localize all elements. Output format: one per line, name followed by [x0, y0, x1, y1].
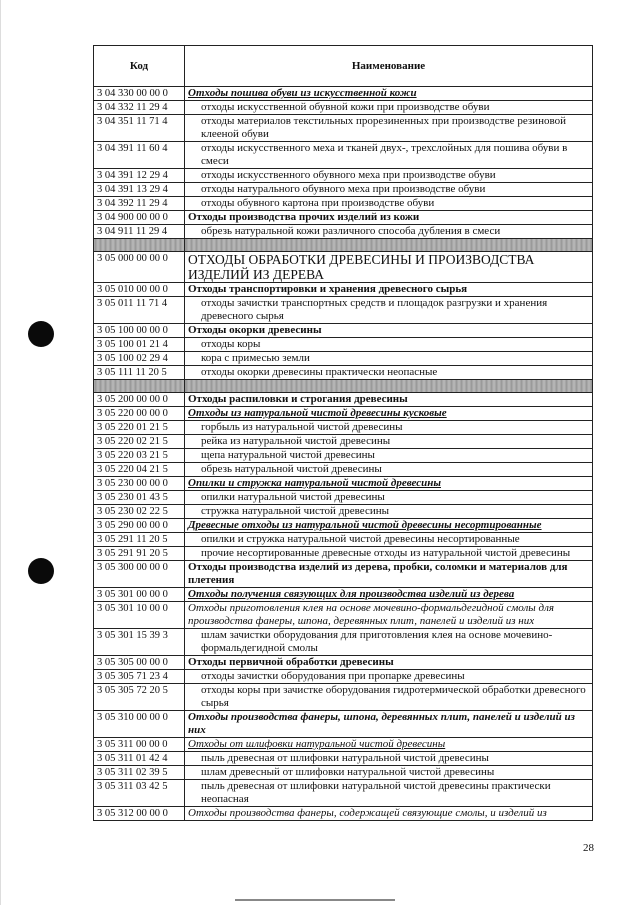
code-cell — [94, 380, 185, 393]
code-cell: 3 05 000 00 00 0 — [94, 252, 185, 283]
code-cell: 3 05 230 01 43 5 — [94, 491, 185, 505]
name-cell: отходы зачистки оборудования при пропарке древесины — [185, 670, 593, 684]
name-cell: Отходы окорки древесины — [185, 324, 593, 338]
name-cell: отходы искусственного обувного меха при производстве обуви — [185, 169, 593, 183]
name-cell: прочие несортированные древесные отходы из натуральной чистой древесины — [185, 547, 593, 561]
code-cell: 3 04 391 13 29 4 — [94, 183, 185, 197]
name-cell: Отходы пошива обуви из искусственной кожи — [185, 87, 593, 101]
page-edge — [0, 0, 1, 905]
code-cell: 3 04 900 00 00 0 — [94, 211, 185, 225]
table-row — [94, 421, 593, 435]
table-row — [94, 766, 593, 780]
name-cell: отходы материалов текстильных прорезиненных при производстве резиновой клееной обуви — [185, 115, 593, 142]
table-row — [94, 807, 593, 821]
table-row — [94, 449, 593, 463]
table-row — [94, 533, 593, 547]
table-row — [94, 752, 593, 766]
name-cell: щепа натуральной чистой древесины — [185, 449, 593, 463]
table-row — [94, 588, 593, 602]
table-header-row — [94, 46, 593, 87]
code-cell: 3 05 301 10 00 0 — [94, 602, 185, 629]
code-cell: 3 04 911 11 29 4 — [94, 225, 185, 239]
code-cell: 3 05 220 04 21 5 — [94, 463, 185, 477]
name-cell: шлам зачистки оборудования для приготовления клея на основе мочевино-формальдегидной смолы — [185, 629, 593, 656]
table-row — [94, 629, 593, 656]
name-cell: Отходы производства фанеры, шпона, деревянных плит, панелей и изделий из них — [185, 711, 593, 738]
name-cell: отходы обувного картона при производстве обуви — [185, 197, 593, 211]
name-cell: Отходы производства прочих изделий из кожи — [185, 211, 593, 225]
scan-edge-line — [235, 899, 395, 901]
code-cell: 3 05 300 00 00 0 — [94, 561, 185, 588]
table-row — [94, 225, 593, 239]
table-row — [94, 393, 593, 407]
table-row — [94, 283, 593, 297]
table-row — [94, 142, 593, 169]
code-cell: 3 04 332 11 29 4 — [94, 101, 185, 115]
table-row — [94, 519, 593, 533]
code-cell: 3 05 312 00 00 0 — [94, 807, 185, 821]
name-cell: Отходы производства изделий из дерева, пробки, соломки и материалов для плетения — [185, 561, 593, 588]
code-cell: 3 05 100 01 21 4 — [94, 338, 185, 352]
code-cell: 3 04 351 11 71 4 — [94, 115, 185, 142]
name-cell: отходы натурального обувного меха при производстве обуви — [185, 183, 593, 197]
table-row — [94, 656, 593, 670]
table-body — [94, 87, 593, 821]
name-cell: опилки и стружка натуральной чистой древесины несортированные — [185, 533, 593, 547]
code-cell: 3 05 100 00 00 0 — [94, 324, 185, 338]
table-row — [94, 491, 593, 505]
name-cell: опилки натуральной чистой древесины — [185, 491, 593, 505]
punch-hole-top — [28, 321, 54, 347]
table-row — [94, 87, 593, 101]
punch-hole-bottom — [28, 558, 54, 584]
code-cell: 3 05 311 01 42 4 — [94, 752, 185, 766]
code-cell: 3 05 291 11 20 5 — [94, 533, 185, 547]
code-cell: 3 05 220 00 00 0 — [94, 407, 185, 421]
table-row — [94, 738, 593, 752]
code-cell: 3 04 330 00 00 0 — [94, 87, 185, 101]
code-cell: 3 04 391 12 29 4 — [94, 169, 185, 183]
table-row — [94, 407, 593, 421]
code-cell: 3 05 311 03 42 5 — [94, 780, 185, 807]
name-cell: обрезь натуральной чистой древесины — [185, 463, 593, 477]
table-row — [94, 338, 593, 352]
table-row — [94, 115, 593, 142]
name-cell: Отходы получения связующих для производства изделий из дерева — [185, 588, 593, 602]
table-row — [94, 435, 593, 449]
code-cell — [94, 239, 185, 252]
code-cell: 3 04 392 11 29 4 — [94, 197, 185, 211]
shaded-separator-row — [94, 380, 593, 393]
table-row — [94, 324, 593, 338]
name-cell: Древесные отходы из натуральной чистой древесины несортированные — [185, 519, 593, 533]
name-cell: Отходы транспортировки и хранения древесного сырья — [185, 283, 593, 297]
table-row — [94, 169, 593, 183]
code-cell: 3 05 111 11 20 5 — [94, 366, 185, 380]
table-row — [94, 101, 593, 115]
page-number: 28 — [583, 842, 594, 854]
table-row — [94, 561, 593, 588]
table-row — [94, 547, 593, 561]
code-cell: 3 05 305 00 00 0 — [94, 656, 185, 670]
name-cell: горбыль из натуральной чистой древесины — [185, 421, 593, 435]
code-cell: 3 05 200 00 00 0 — [94, 393, 185, 407]
table-row — [94, 477, 593, 491]
name-cell: отходы коры при зачистке оборудования гидротермической обработки древесного сырья — [185, 684, 593, 711]
name-cell: обрезь натуральной кожи различного способа дубления в смеси — [185, 225, 593, 239]
table-row — [94, 602, 593, 629]
name-cell: ОТХОДЫ ОБРАБОТКИ ДРЕВЕСИНЫ И ПРОИЗВОДСТВА ИЗДЕЛИЙ ИЗ ДЕРЕВА — [185, 252, 593, 283]
table-row — [94, 780, 593, 807]
table-row — [94, 297, 593, 324]
code-cell: 3 05 220 03 21 5 — [94, 449, 185, 463]
code-cell: 3 05 230 00 00 0 — [94, 477, 185, 491]
name-cell: Отходы производства фанеры, содержащей связующие смолы, и изделий из — [185, 807, 593, 821]
code-cell: 3 05 310 00 00 0 — [94, 711, 185, 738]
name-cell — [185, 380, 593, 393]
code-cell: 3 05 290 00 00 0 — [94, 519, 185, 533]
name-cell: отходы искусственного меха и тканей двух-, трехслойных для пошива обуви в смеси — [185, 142, 593, 169]
name-cell: Отходы из натуральной чистой древесины кусковые — [185, 407, 593, 421]
code-cell: 3 05 100 02 29 4 — [94, 352, 185, 366]
shaded-separator-row — [94, 239, 593, 252]
code-cell: 3 05 011 11 71 4 — [94, 297, 185, 324]
name-cell: Отходы от шлифовки натуральной чистой древесины — [185, 738, 593, 752]
code-cell: 3 05 230 02 22 5 — [94, 505, 185, 519]
table-row — [94, 463, 593, 477]
code-cell: 3 05 291 91 20 5 — [94, 547, 185, 561]
name-cell: стружка натуральной чистой древесины — [185, 505, 593, 519]
waste-code-table — [93, 45, 593, 821]
code-cell: 3 05 301 00 00 0 — [94, 588, 185, 602]
code-cell: 3 05 305 71 23 4 — [94, 670, 185, 684]
name-cell: Отходы распиловки и строгания древесины — [185, 393, 593, 407]
name-cell: отходы коры — [185, 338, 593, 352]
table-row — [94, 684, 593, 711]
table-row — [94, 197, 593, 211]
code-cell: 3 05 010 00 00 0 — [94, 283, 185, 297]
table-row — [94, 366, 593, 380]
name-cell: шлам древесный от шлифовки натуральной чистой древесины — [185, 766, 593, 780]
name-cell: кора с примесью земли — [185, 352, 593, 366]
name-cell: Отходы первичной обработки древесины — [185, 656, 593, 670]
table-row — [94, 252, 593, 283]
table-row — [94, 183, 593, 197]
name-cell — [185, 239, 593, 252]
name-cell: Опилки и стружка натуральной чистой древесины — [185, 477, 593, 491]
column-header-code: Код — [94, 46, 185, 87]
name-cell: отходы зачистки транспортных средств и площадок разгрузки и хранения древесного сырья — [185, 297, 593, 324]
name-cell: Отходы приготовления клея на основе мочевино-формальдегидной смолы для производства фанеры, шпона, деревянных плит, панелей и изделий из них — [185, 602, 593, 629]
code-cell: 3 05 220 01 21 5 — [94, 421, 185, 435]
table-row — [94, 352, 593, 366]
table-row — [94, 505, 593, 519]
code-cell: 3 05 220 02 21 5 — [94, 435, 185, 449]
code-cell: 3 05 311 00 00 0 — [94, 738, 185, 752]
name-cell: отходы окорки древесины практически неопасные — [185, 366, 593, 380]
code-cell: 3 05 305 72 20 5 — [94, 684, 185, 711]
table-row — [94, 670, 593, 684]
code-cell: 3 04 391 11 60 4 — [94, 142, 185, 169]
name-cell: отходы искусственной обувной кожи при производстве обуви — [185, 101, 593, 115]
code-cell: 3 05 311 02 39 5 — [94, 766, 185, 780]
name-cell: рейка из натуральной чистой древесины — [185, 435, 593, 449]
column-header-name: Наименование — [185, 46, 593, 87]
table-row — [94, 711, 593, 738]
name-cell: пыль древесная от шлифовки натуральной чистой древесины — [185, 752, 593, 766]
code-cell: 3 05 301 15 39 3 — [94, 629, 185, 656]
table-row — [94, 211, 593, 225]
name-cell: пыль древесная от шлифовки натуральной чистой древесины практически неопасная — [185, 780, 593, 807]
